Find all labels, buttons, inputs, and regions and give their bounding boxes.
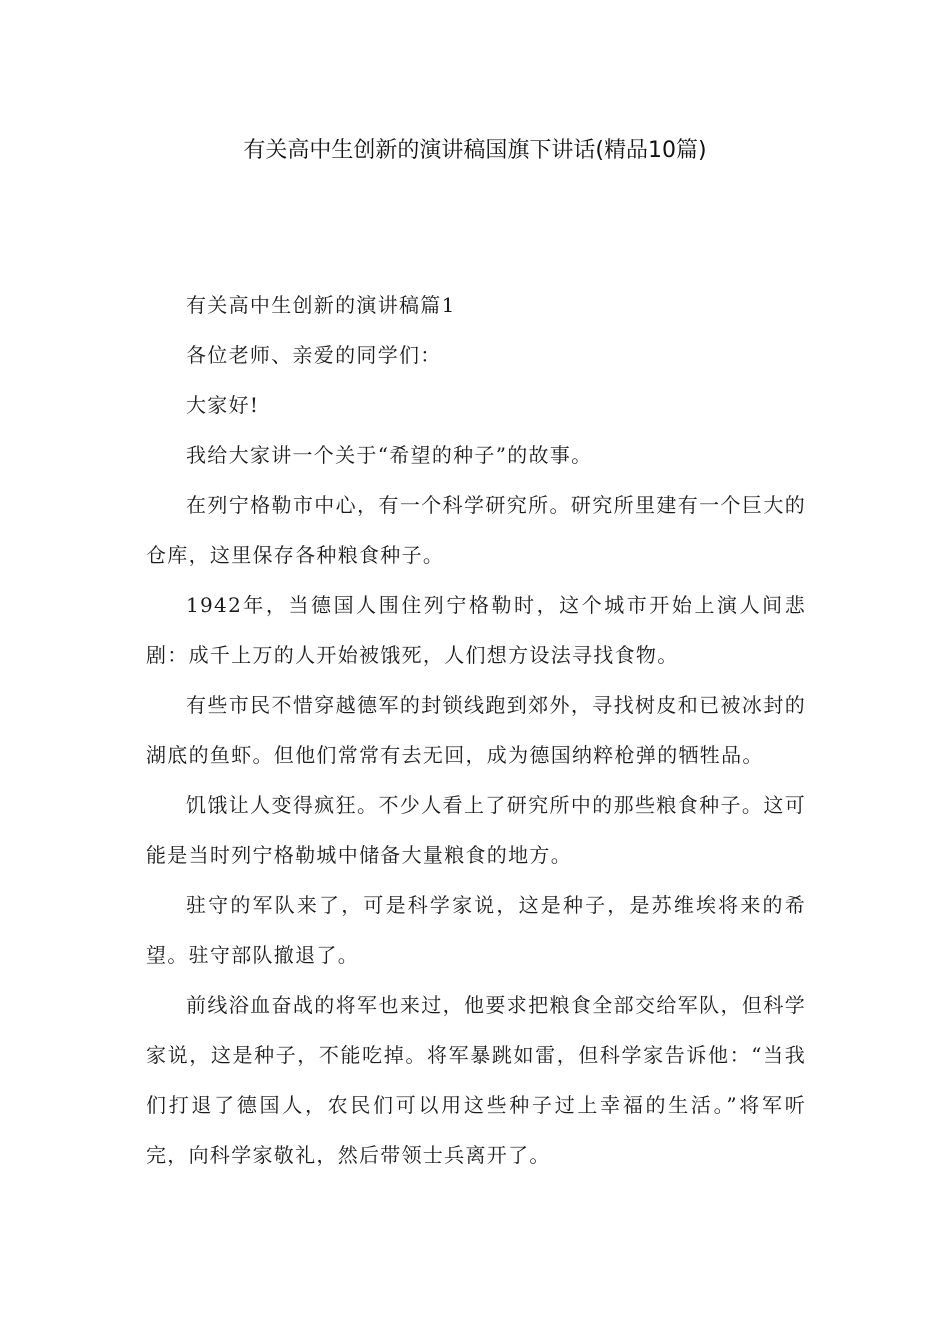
paragraph: 前线浴血奋战的将军也来过，他要求把粮食全部交给军队，但科学家说，这是种子，不能吃掉。将军暴跳如雷，但科学家告诉他：“当我们打退了德国人，农民们可以用这些种子过上幸福的生活。”将军听完，向科学家敬礼，然后带领士兵离开了。 <box>146 993 806 1167</box>
paragraph: 在列宁格勒市中心，有一个科学研究所。研究所里建有一个巨大的仓库，这里保存各种粮食种子。 <box>146 493 806 567</box>
paragraph: 驻守的军队来了，可是科学家说，这是种子，是苏维埃将来的希望。驻守部队撤退了。 <box>146 893 806 967</box>
paragraph: 1942年，当德国人围住列宁格勒时，这个城市开始上演人间悲剧：成千上万的人开始被饿死，人们想方设法寻找食物。 <box>146 593 806 667</box>
paragraph: 我给大家讲一个关于“希望的种子”的故事。 <box>186 443 593 467</box>
salutation: 各位老师、亲爱的同学们： <box>186 343 442 367</box>
document-title: 有关高中生创新的演讲稿国旗下讲话(精品10篇) <box>243 138 707 163</box>
paragraph: 有些市民不惜穿越德军的封锁线跑到郊外，寻找树皮和已被冰封的湖底的鱼虾。但他们常常有去无回，成为德国纳粹枪弹的牺牲品。 <box>146 693 806 767</box>
greeting: 大家好! <box>186 393 260 417</box>
document-body <box>146 280 806 1180</box>
paragraph: 饥饿让人变得疯狂。不少人看上了研究所中的那些粮食种子。这可能是当时列宁格勒城中储备大量粮食的地方。 <box>146 793 806 867</box>
section-heading: 有关高中生创新的演讲稿篇1 <box>186 293 456 317</box>
